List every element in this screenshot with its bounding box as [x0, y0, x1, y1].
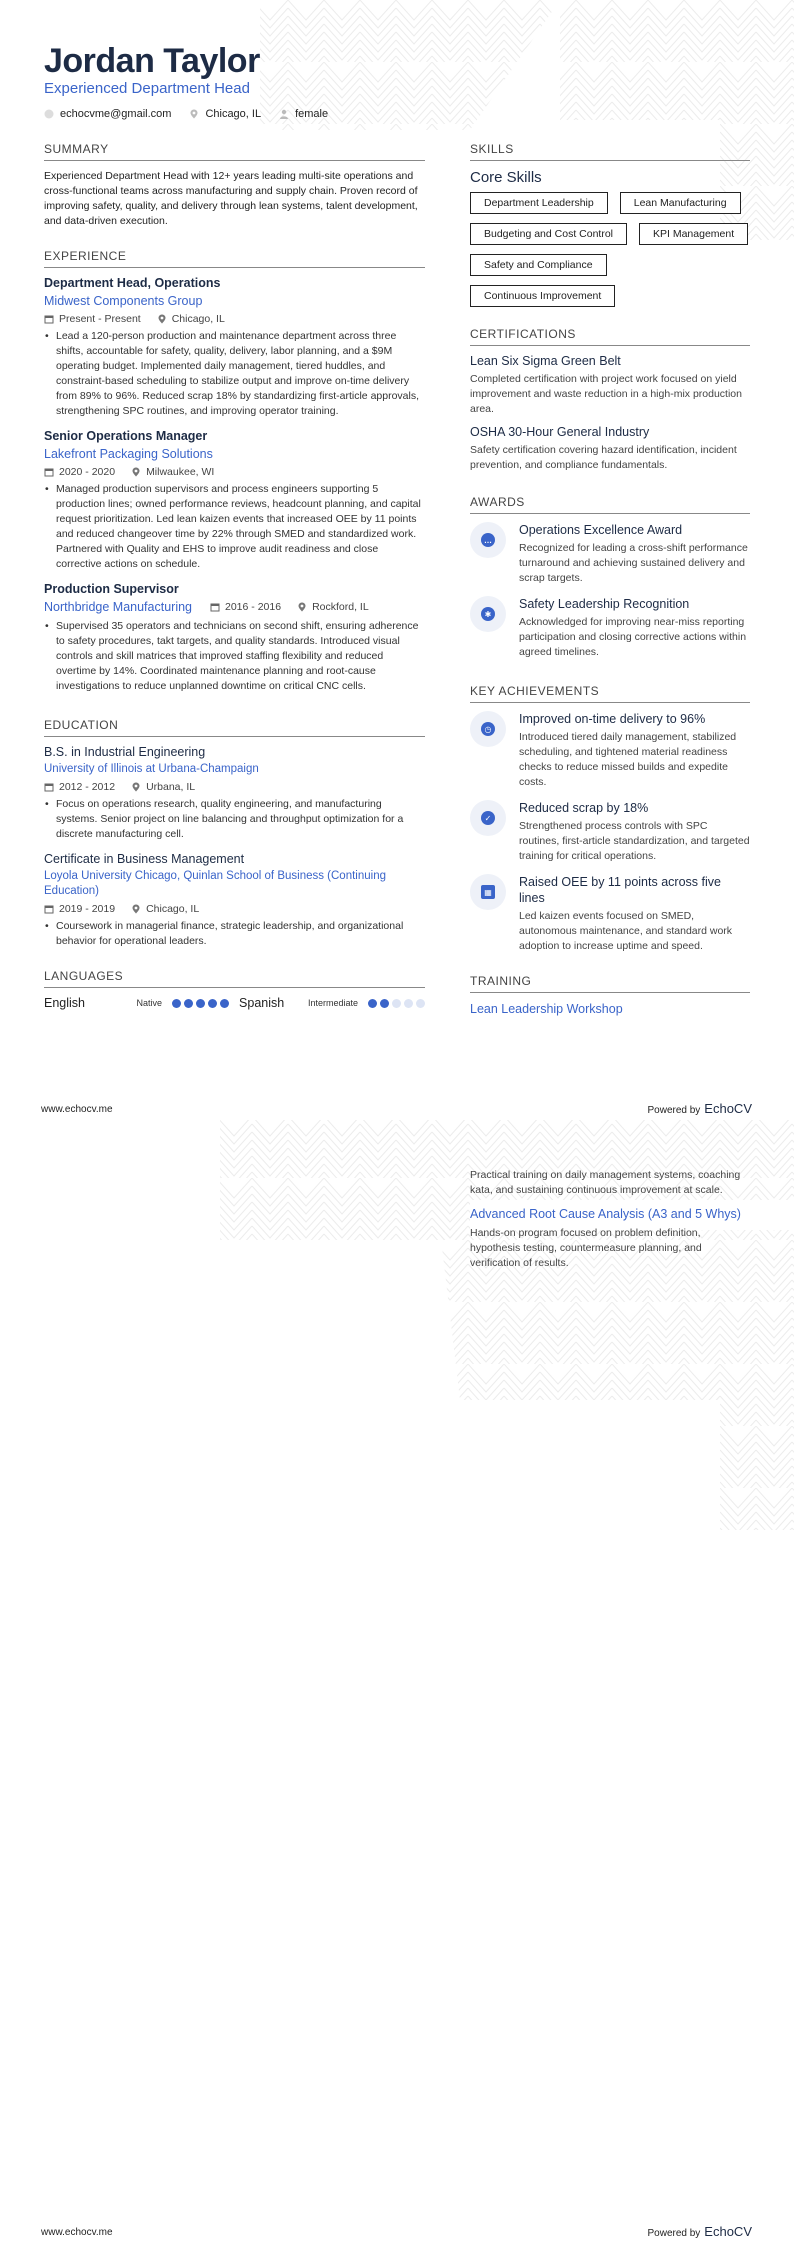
- achievement-desc: Strengthened process controls with SPC routines, first-article standardization, and targeted training for critical operations.: [519, 820, 750, 862]
- location-text: Chicago, IL: [205, 108, 262, 120]
- company-name: Midwest Components Group: [44, 294, 203, 308]
- job-bullet: • Lead a 120-person production and maintenance department across three shifts, accountable for safety, quality, delivery, labor planning, and a $9M operating budget. Implemented daily management, tiered huddles, and constraint-based scheduling to stabilize output and improve on-time delivery from 89% to 96%. Reduced scrap 18% by standardizing first-article approvals, strengthening SPC routines, and improving operator training.: [44, 329, 425, 419]
- award-item: [470, 522, 750, 586]
- left-column: [44, 142, 425, 1010]
- degree: B.S. in Industrial Engineering: [44, 745, 206, 759]
- achievements-heading: KEY ACHIEVEMENTS: [470, 684, 750, 703]
- footer-site[interactable]: www.echocv.me: [41, 2227, 113, 2238]
- rating-dot: [196, 999, 205, 1008]
- powered-by-text: Powered by: [647, 2228, 701, 2239]
- job-bullet: • Supervised 35 operators and technicians on second shift, ensuring adherence to safety procedures, takt targets, and quality standards. Introduced visual controls and skill matrices that improved staffing flexibility and reduced overtime by 14%. Coordinated maintenance planning and root-cause investigations to reduce unplanned downtime on critical CNC cells.: [44, 619, 425, 694]
- education-dates: 2012 - 2012: [59, 781, 116, 793]
- contact-email[interactable]: [44, 108, 171, 120]
- location-pin-icon: [131, 904, 141, 914]
- degree: Certificate in Business Management: [44, 852, 245, 866]
- page-two-continuation: [470, 1168, 750, 1279]
- education-entry: [44, 745, 425, 842]
- chat-icon: …: [470, 522, 506, 558]
- contact-location: [189, 108, 261, 120]
- job-entry: [44, 429, 425, 572]
- job-meta: [44, 600, 425, 614]
- rating-dot: [368, 999, 377, 1008]
- company-name: Northbridge Manufacturing: [44, 600, 192, 614]
- achievement-title: Improved on-time delivery to 96%: [519, 712, 706, 726]
- person-icon: [279, 109, 289, 119]
- candidate-title: Experienced Department Head: [44, 80, 250, 97]
- education-heading: EDUCATION: [44, 718, 425, 737]
- job-location: Rockford, IL: [312, 601, 369, 613]
- job-dates: 2020 - 2020: [59, 466, 116, 478]
- rating-dot: [392, 999, 401, 1008]
- brand-logo[interactable]: EchoCV: [704, 2224, 752, 2239]
- skill-tag: Lean Manufacturing: [620, 192, 741, 214]
- calendar-icon: [44, 314, 54, 324]
- job-dates: Present - Present: [59, 313, 141, 325]
- skills-group-title: Core Skills: [470, 169, 542, 186]
- location-pin-icon: [131, 467, 141, 477]
- award-desc: Recognized for leading a cross-shift performance turnaround and achieving sustained delivery and scrap targets.: [519, 542, 748, 584]
- languages-row: [44, 996, 425, 1010]
- rating-dot: [220, 999, 229, 1008]
- job-title: Production Supervisor: [44, 582, 179, 596]
- contact-gender: [279, 108, 328, 120]
- certifications-heading: CERTIFICATIONS: [470, 327, 750, 346]
- certification-title: Lean Six Sigma Green Belt: [470, 354, 621, 368]
- calendar-icon: [44, 782, 54, 792]
- education-meta: [44, 903, 425, 915]
- education-location: Urbana, IL: [146, 781, 196, 793]
- training-heading: TRAINING: [470, 974, 750, 993]
- email-icon: [44, 109, 54, 119]
- skill-tags: [470, 192, 750, 307]
- job-location: Chicago, IL: [171, 313, 225, 325]
- language-rating: [172, 999, 229, 1008]
- skill-tag: Continuous Improvement: [470, 285, 615, 307]
- education-meta: [44, 781, 425, 793]
- achievement-desc: Led kaizen events focused on SMED, autonomous maintenance, and standard work adoption to increase uptime and speed.: [519, 910, 733, 952]
- job-entry: [44, 276, 425, 419]
- language-rating: [368, 999, 425, 1008]
- calendar-icon: [44, 904, 54, 914]
- language-name: English: [44, 996, 85, 1010]
- location-pin-icon: [157, 314, 167, 324]
- achievement-item: [470, 874, 750, 954]
- company-name: Lakefront Packaging Solutions: [44, 447, 213, 461]
- calendar-icon: [44, 467, 54, 477]
- job-meta: [44, 313, 425, 325]
- job-entry: [44, 582, 425, 694]
- award-title: Operations Excellence Award: [519, 523, 683, 537]
- award-title: Safety Leadership Recognition: [519, 597, 690, 611]
- training-desc: Hands-on program focused on problem definition, hypothesis testing, countermeasure planning, and verification of results.: [470, 1227, 702, 1269]
- skill-tag: KPI Management: [639, 223, 748, 245]
- powered-by-text: Powered by: [647, 1105, 701, 1116]
- gear-icon: ✱: [470, 596, 506, 632]
- achievement-title: Reduced scrap by 18%: [519, 801, 649, 815]
- calendar-icon: [210, 602, 220, 612]
- education-entry: [44, 852, 425, 949]
- rating-dot: [184, 999, 193, 1008]
- contact-row: [44, 108, 328, 120]
- achievement-item: [470, 711, 750, 790]
- skill-tag: Safety and Compliance: [470, 254, 607, 276]
- brand-logo[interactable]: EchoCV: [704, 1101, 752, 1116]
- summary-heading: SUMMARY: [44, 142, 425, 161]
- achievement-desc: Introduced tiered daily management, stabilized scheduling, and tightened material readiness checks to reduce missed builds and expedite costs.: [519, 731, 737, 788]
- skill-tag: Department Leadership: [470, 192, 608, 214]
- right-column: [470, 142, 750, 1021]
- check-icon: ✓: [470, 800, 506, 836]
- footer-powered: [647, 2224, 752, 2239]
- job-location: Milwaukee, WI: [146, 466, 215, 478]
- rating-dot: [416, 999, 425, 1008]
- language-level: Intermediate: [307, 998, 358, 1008]
- chart-icon: ▦: [470, 874, 506, 910]
- email-text: echocvme@gmail.com: [60, 108, 172, 120]
- skills-heading: SKILLS: [470, 142, 750, 161]
- rating-dot: [380, 999, 389, 1008]
- education-location: Chicago, IL: [146, 903, 200, 915]
- location-pin-icon: [131, 782, 141, 792]
- school-name: University of Illinois at Urbana-Champaign: [44, 763, 259, 775]
- award-item: [470, 596, 750, 660]
- achievement-item: [470, 800, 750, 864]
- candidate-name: Jordan Taylor: [44, 42, 260, 80]
- awards-heading: AWARDS: [470, 495, 750, 514]
- job-dates: 2016 - 2016: [225, 601, 282, 613]
- award-desc: Acknowledged for improving near-miss reporting participation and closing corrective actions within agreed timelines.: [519, 616, 747, 658]
- certification-title: OSHA 30-Hour General Industry: [470, 425, 650, 439]
- location-pin-icon: [297, 602, 307, 612]
- footer-site[interactable]: www.echocv.me: [41, 1104, 113, 1115]
- job-title: Senior Operations Manager: [44, 429, 208, 443]
- skill-tag: Budgeting and Cost Control: [470, 223, 627, 245]
- location-pin-icon: [189, 109, 199, 119]
- rating-dot: [208, 999, 217, 1008]
- training-title: Lean Leadership Workshop: [470, 1002, 623, 1016]
- footer-powered: [647, 1101, 752, 1116]
- clock-icon: ◷: [470, 711, 506, 747]
- languages-heading: LANGUAGES: [44, 969, 425, 988]
- training-desc: Practical training on daily management systems, coaching kata, and sustaining continuous improvement at scale.: [470, 1169, 741, 1196]
- job-meta: [44, 466, 425, 478]
- education-bullet: • Focus on operations research, quality engineering, and manufacturing systems. Senior project on line balancing and throughput optimization for a discrete manufacturing cell.: [44, 797, 425, 842]
- gender-text: female: [295, 108, 329, 120]
- job-title: Department Head, Operations: [44, 276, 221, 290]
- job-bullet: • Managed production supervisors and process engineers supporting 5 production lines; owned performance reviews, headcount planning, and capital request prioritization. Led lean kaizen events that increased OEE by 11 points and reduced changeover time by 22% through SMED and standardized work. Partnered with Quality and EHS to improve audit readiness and close corrective actions on schedule.: [44, 482, 425, 572]
- school-name: Loyola University Chicago, Quinlan School of Business (Continuing Education): [44, 870, 386, 897]
- language-name: Spanish: [239, 996, 285, 1010]
- summary-text: Experienced Department Head with 12+ years leading multi-site operations and cross-functional teams across manufacturing and supply chain. Proven record of improving safety, quality, and delivery through lean systems, talent development, and data-driven execution.: [44, 170, 418, 227]
- certification-desc: Completed certification with project work focused on yield improvement and waste reduction in a high-mix production area.: [470, 373, 742, 415]
- training-title: Advanced Root Cause Analysis (A3 and 5 Whys): [470, 1207, 741, 1221]
- certification-desc: Safety certification covering hazard identification, incident prevention, and compliance fundamentals.: [470, 444, 737, 471]
- language-level: Native: [136, 998, 163, 1008]
- education-bullet: • Coursework in managerial finance, strategic leadership, and organizational behavior for operational leaders.: [44, 919, 425, 949]
- achievement-title: Raised OEE by 11 points across five lines: [519, 875, 721, 905]
- rating-dot: [172, 999, 181, 1008]
- experience-heading: EXPERIENCE: [44, 249, 425, 268]
- rating-dot: [404, 999, 413, 1008]
- education-dates: 2019 - 2019: [59, 903, 116, 915]
